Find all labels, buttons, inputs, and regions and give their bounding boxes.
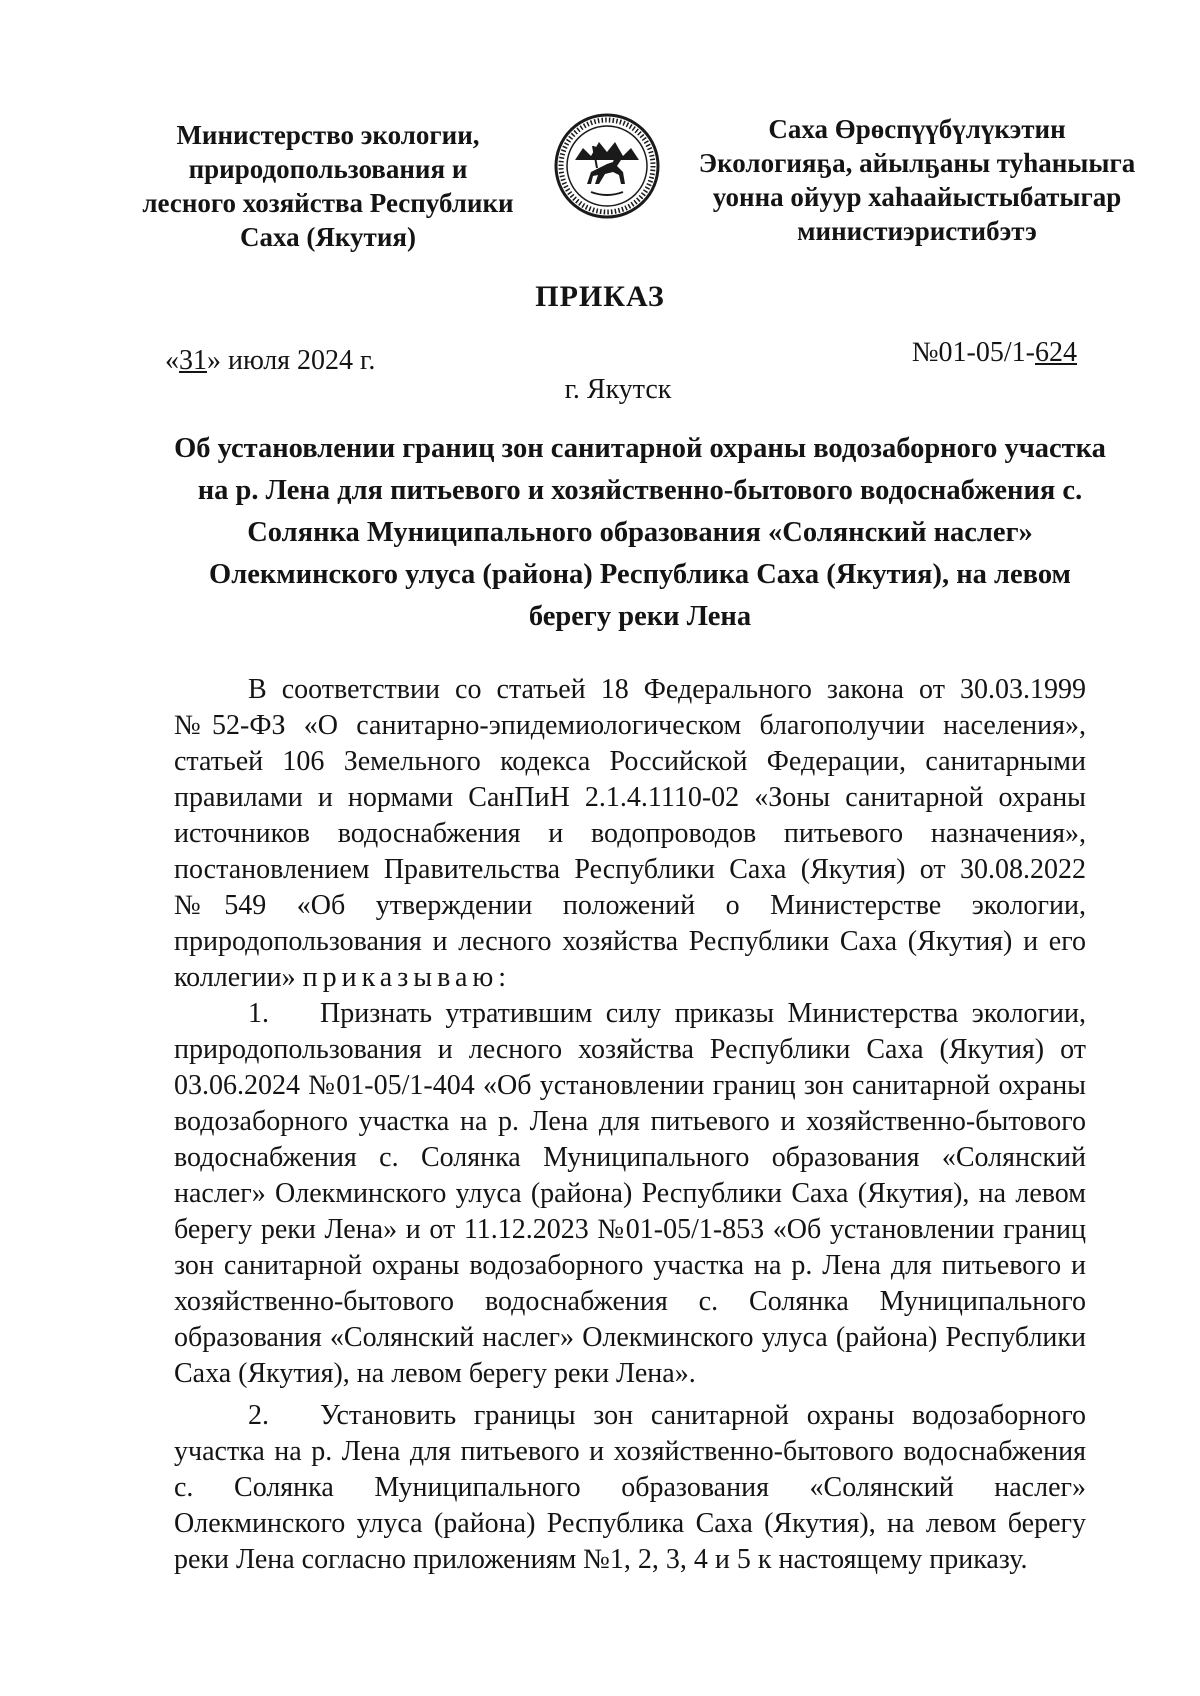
header-right-line: Экологияҕа, айылҕаны туһаныыга	[698, 148, 1136, 178]
item-text: Признать утратившим силу приказы Министерства экологии, природопользования и лесного хозяйства Республики Саха (Якутия) от 03.06.2024 №01-05/1-404 «Об установлении границ зон санитарной охраны водозаборного участка на р. Лена для питьевого и хозяйственно-бытового водоснабжения с. Солянка Муниципального образования «Солянский наслег» Олекминского улуса (района) Республики Саха (Якутия), на левом берегу реки Лена» и от 11.12.2023 №01-05/1-853 «Об установлении границ зон санитарной охраны водозаборного участка на р. Лена для питьевого и хозяйственно-бытового водоснабжения с. Солянка Муниципального образования «Солянский наслег» Олекминского улуса (района) Республики Саха (Якутия), на левом берегу реки Лена».	[174, 998, 1086, 1389]
order-item-2	[174, 1398, 1086, 1578]
header-right-line: министиэристибэтэ	[797, 216, 1037, 246]
order-date	[165, 345, 375, 377]
header-left-line: Саха (Якутия)	[240, 222, 416, 252]
order-word: приказываю:	[302, 962, 512, 993]
order-city: г. Якутск	[564, 374, 672, 405]
date-month-year: » июля 2024 г.	[207, 345, 376, 376]
header-right-line: уонна ойуур хаһаайыстыбатыгар	[712, 182, 1122, 212]
item-number: 1.	[248, 998, 269, 1029]
order-number-prefix: №01-05/1-	[911, 337, 1035, 368]
header-right-line: Саха Өрөспүүбүлүкэтин	[768, 114, 1066, 144]
subject-line: Об установлении границ зон санитарной охраны водозаборного участка	[174, 433, 1106, 464]
preamble-text: В соответствии со статьей 18 Федерального закона от 30.03.1999 №52-ФЗ «О санитарно-эпидемиологическом благополучии населения», статьей 106 Земельного кодекса Российской Федерации, санитарными правилами и нормами СанПиН 2.1.4.1110-02 «Зоны санитарной охраны источников водоснабжения и водопроводов питьевого назначения», постановлением Правительства Республики Саха (Якутия) от 30.08.2022 №549 «Об утверждении положений о Министерстве экологии, природопользования и лесного хозяйства Республики Саха (Якутия) и его коллегии»	[174, 674, 1086, 993]
preamble-paragraph	[174, 672, 1086, 996]
order-body	[174, 672, 1086, 1578]
subject-line: на р. Лена для питьевого и хозяйственно-бытового водоснабжения с.	[197, 475, 1083, 506]
item-number: 2.	[248, 1400, 269, 1431]
subject-line: Олекминского улуса (района) Республика Саха (Якутия), на левом	[209, 559, 1071, 590]
subject-line: Солянка Муниципального образования «Солянский наслег»	[247, 517, 1033, 548]
order-item-1	[174, 996, 1086, 1392]
date-quote-open: «	[165, 345, 179, 376]
order-number	[912, 337, 1077, 369]
ministry-name-russian	[138, 118, 518, 254]
date-day: 31	[179, 345, 207, 376]
ministry-name-yakut	[692, 112, 1142, 248]
coat-of-arms-emblem	[553, 112, 661, 220]
item-text: Установить границы зон санитарной охраны водозаборного участка на р. Лена для питьевого и хозяйственно-бытового водоснабжения с. Солянка Муниципального образования «Солянский наслег» Олекминского улуса (района) Республика Саха (Якутия), на левом берегу реки Лена согласно приложениям №1, 2, 3, 4 и 5 к настоящему приказу.	[174, 1400, 1086, 1575]
header-left-line: природопользования и	[188, 154, 468, 184]
order-subject	[150, 428, 1130, 638]
document-title: ПРИКАЗ	[535, 280, 665, 313]
header-left-line: лесного хозяйства Республики	[142, 188, 514, 218]
order-number-suffix: 624	[1035, 337, 1077, 368]
subject-line: берегу реки Лена	[528, 601, 752, 632]
header-left-line: Министерство экологии,	[176, 120, 480, 150]
